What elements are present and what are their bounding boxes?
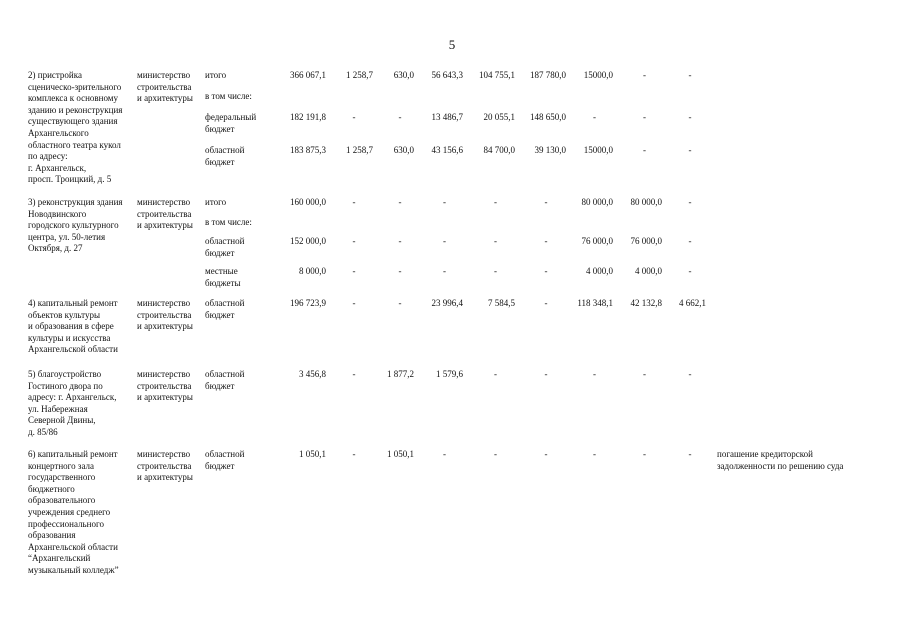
value-cell: - xyxy=(352,112,356,122)
object-name-line: концертного зала xyxy=(28,460,95,471)
value-cell: 160 000,0 xyxy=(290,197,326,207)
value-cell: 1 258,7 xyxy=(346,70,373,80)
value-cell: - xyxy=(443,236,446,246)
object-name-line: ул. Набережная xyxy=(28,403,88,414)
value-cell: 76 000,0 xyxy=(581,236,613,246)
executor-line: строительства xyxy=(137,380,192,391)
value-cell: - xyxy=(494,236,497,246)
object-name-line: адресу: г. Архангельск, xyxy=(28,392,117,403)
value-cell: - xyxy=(494,197,497,207)
value-cell: - xyxy=(544,298,548,308)
executor-line: министерство xyxy=(137,197,191,207)
value-cell: - xyxy=(544,266,548,276)
object-name-line: центра, ул. 50-летия xyxy=(28,231,106,242)
value-cell: - xyxy=(544,369,548,379)
value-cell: 15000,0 xyxy=(583,70,613,80)
value-cell: - xyxy=(352,298,356,308)
value-cell: 148 650,0 xyxy=(530,112,566,122)
value-cell: - xyxy=(352,236,356,246)
value-cell: 80 000,0 xyxy=(630,197,662,207)
object-name-line: 6) капитальный ремонт xyxy=(28,449,118,459)
executor-line: и архитектуры xyxy=(137,220,193,231)
object-name-line: государственного xyxy=(28,472,96,483)
table-row xyxy=(0,197,905,288)
value-cell: 366 067,1 xyxy=(290,70,326,80)
value-cell: 1 877,2 xyxy=(387,369,414,379)
executor-line: и архитектуры xyxy=(137,321,193,332)
object-name-line: Северной Двины, xyxy=(28,415,96,426)
value-cell: 4 662,1 xyxy=(679,298,706,308)
value-cell: 1 050,1 xyxy=(299,449,326,459)
value-cell: - xyxy=(688,236,692,246)
value-cell: 187 780,0 xyxy=(530,70,566,80)
funding-source-line: в том числе: xyxy=(205,217,252,227)
funding-source-line: местные xyxy=(205,266,238,276)
value-cell: - xyxy=(443,449,446,459)
funding-source-line: итого xyxy=(205,70,227,80)
table-row xyxy=(0,298,905,355)
value-cell: - xyxy=(643,112,646,122)
value-cell: - xyxy=(398,112,402,122)
value-cell: 1 579,6 xyxy=(436,369,463,379)
object-name-line: учреждения среднего xyxy=(28,507,111,517)
object-name-line: комплекса к основному xyxy=(28,93,118,104)
funding-source-line: бюджет xyxy=(205,380,235,391)
value-cell: - xyxy=(688,145,692,155)
value-cell: 20 055,1 xyxy=(483,112,515,122)
value-cell: 104 755,1 xyxy=(479,70,515,80)
value-cell: 43 156,6 xyxy=(431,145,463,155)
funding-source-line: областной xyxy=(205,449,245,459)
value-cell: - xyxy=(494,369,497,379)
object-name-line: 2) пристройка xyxy=(28,70,82,80)
value-cell: 3 456,8 xyxy=(299,369,326,379)
value-cell: - xyxy=(398,197,402,207)
value-cell: - xyxy=(688,197,692,207)
object-name-line: просп. Троицкий, д. 5 xyxy=(28,174,112,185)
funding-source-line: областной xyxy=(205,369,245,379)
funding-source-line: бюджет xyxy=(205,156,235,167)
value-cell: 7 584,5 xyxy=(488,298,515,308)
value-cell: - xyxy=(352,197,356,207)
table-row xyxy=(0,70,905,185)
funding-source-line: федеральный xyxy=(205,112,257,122)
object-name-line: д. 85/86 xyxy=(28,427,58,437)
funding-source-line: бюджет xyxy=(205,247,235,258)
object-name-line: 5) благоустройство xyxy=(28,369,102,379)
object-name-line: существующего здания xyxy=(28,116,118,127)
object-name-line: областного театра кукол xyxy=(28,139,121,150)
value-cell: - xyxy=(352,266,356,276)
object-name-line: культуры и искусства xyxy=(28,332,111,343)
value-cell: - xyxy=(688,266,692,276)
executor-line: строительства xyxy=(137,81,192,92)
executor-line: и архитектуры xyxy=(137,392,193,403)
value-cell: 196 723,9 xyxy=(290,298,326,308)
value-cell: - xyxy=(593,449,596,459)
object-name-line: Гостиного двора по xyxy=(28,380,103,391)
value-cell: - xyxy=(494,449,497,459)
value-cell: 80 000,0 xyxy=(581,197,613,207)
value-cell: - xyxy=(643,449,646,459)
value-cell: 23 996,4 xyxy=(431,298,463,308)
object-name-line: городского культурного xyxy=(28,220,119,231)
value-cell: - xyxy=(643,70,646,80)
value-cell: - xyxy=(443,197,446,207)
executor-line: строительства xyxy=(137,460,192,471)
object-name-line: бюджетного xyxy=(28,483,75,494)
object-name-line: Новодвинского xyxy=(28,208,87,219)
object-name-line: сценическо-зрительного xyxy=(28,81,122,92)
value-cell: - xyxy=(643,369,646,379)
value-cell: 4 000,0 xyxy=(635,266,662,276)
funding-source-line: областной xyxy=(205,298,245,308)
object-name-line: 3) реконструкция здания xyxy=(28,197,123,207)
value-cell: - xyxy=(398,298,402,308)
value-cell: 630,0 xyxy=(393,145,414,155)
value-cell: 4 000,0 xyxy=(586,266,613,276)
value-cell: 118 348,1 xyxy=(577,298,613,308)
value-cell: 76 000,0 xyxy=(630,236,662,246)
object-name-line: музыкальный колледж” xyxy=(28,565,119,575)
executor-line: министерство xyxy=(137,449,191,459)
value-cell: - xyxy=(398,236,402,246)
executor-line: строительства xyxy=(137,208,192,219)
funding-source-line: бюджеты xyxy=(205,277,241,288)
value-cell: - xyxy=(688,369,692,379)
value-cell: - xyxy=(352,449,356,459)
executor-line: и архитектуры xyxy=(137,472,193,483)
value-cell: 183 875,3 xyxy=(290,145,326,155)
object-name-line: Архангельской области xyxy=(28,541,118,552)
value-cell: - xyxy=(544,236,548,246)
object-name-line: и образования в сфере xyxy=(28,321,114,332)
value-cell: 182 191,8 xyxy=(290,112,326,122)
funding-source-line: в том числе: xyxy=(205,91,252,101)
object-name-line: Архангельского xyxy=(28,128,89,138)
value-cell: 8 000,0 xyxy=(299,266,326,276)
value-cell: 1 258,7 xyxy=(346,145,373,155)
funding-source-line: бюджет xyxy=(205,309,235,320)
value-cell: - xyxy=(688,70,692,80)
page-number: 5 xyxy=(448,37,456,52)
funding-source-line: бюджет xyxy=(205,460,235,471)
value-cell: 56 643,3 xyxy=(431,70,463,80)
value-cell: 39 130,0 xyxy=(534,145,566,155)
object-name-line: образовательного xyxy=(28,495,96,506)
value-cell: - xyxy=(688,449,692,459)
value-cell: 84 700,0 xyxy=(483,145,515,155)
executor-line: строительства xyxy=(137,309,192,320)
funding-source-line: итого xyxy=(205,197,227,207)
value-cell: - xyxy=(494,266,497,276)
value-cell: 1 050,1 xyxy=(387,449,414,459)
value-cell: - xyxy=(398,266,402,276)
object-name-line: образования xyxy=(28,530,76,541)
executor-line: министерство xyxy=(137,298,191,308)
value-cell: 42 132,8 xyxy=(630,298,662,308)
executor-line: министерство xyxy=(137,369,191,379)
note-line: задолженности по решению суда xyxy=(717,460,844,471)
table-row xyxy=(0,449,905,575)
object-name-line: 4) капитальный ремонт xyxy=(28,298,118,308)
table-row xyxy=(0,369,905,437)
value-cell: - xyxy=(443,266,446,276)
object-name-line: профессионального xyxy=(28,518,104,529)
value-cell: - xyxy=(544,449,548,459)
value-cell: - xyxy=(352,369,356,379)
value-cell: - xyxy=(643,145,646,155)
value-cell: 15000,0 xyxy=(583,145,613,155)
value-cell: - xyxy=(688,112,692,122)
object-name-line: Архангельской области xyxy=(28,344,118,355)
funding-source-line: бюджет xyxy=(205,123,235,134)
object-name-line: Октября, д. 27 xyxy=(28,243,83,254)
value-cell: 152 000,0 xyxy=(290,236,326,246)
object-name-line: “Архангельский xyxy=(28,553,91,564)
object-name-line: зданию и реконструкция xyxy=(28,104,123,115)
object-name-line: г. Архангельск, xyxy=(28,162,87,173)
executor-line: министерство xyxy=(137,70,191,80)
funding-source-line: областной xyxy=(205,236,245,246)
object-name-line: по адресу: xyxy=(28,151,68,162)
funding-source-line: областной xyxy=(205,145,245,155)
value-cell: 630,0 xyxy=(393,70,414,80)
object-name-line: объектов культуры xyxy=(28,309,101,320)
executor-line: и архитектуры xyxy=(137,93,193,104)
value-cell: - xyxy=(593,112,596,122)
value-cell: - xyxy=(593,369,596,379)
note-line: погашение кредиторской xyxy=(717,449,813,459)
value-cell: - xyxy=(544,197,548,207)
value-cell: 13 486,7 xyxy=(431,112,463,122)
